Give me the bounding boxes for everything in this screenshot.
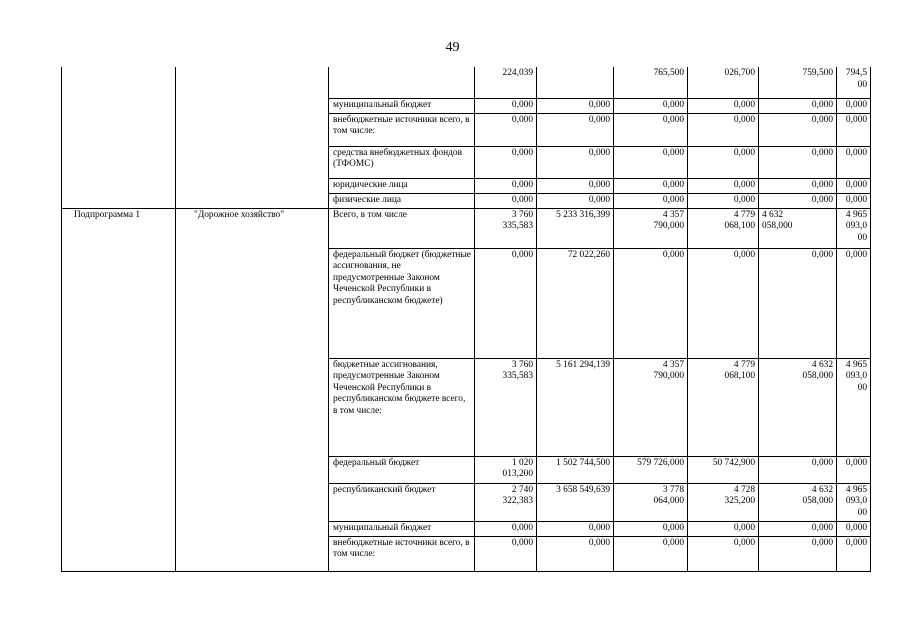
- value-cell: 0,000: [475, 146, 537, 178]
- value-cell: 0,000: [688, 521, 759, 536]
- value-cell: 794,5 00: [837, 67, 871, 98]
- value-cell: 0,000: [537, 113, 614, 146]
- value-cell: 0,000: [759, 521, 837, 536]
- value-cell: 0,000: [614, 178, 688, 193]
- status-cell: [62, 67, 176, 208]
- value-cell: 0,000: [759, 536, 837, 571]
- value-cell: 4 779 068,100: [688, 208, 759, 248]
- value-cell: 3 778 064,000: [614, 483, 688, 521]
- value-cell: 0,000: [688, 536, 759, 571]
- value-cell: 0,000: [759, 146, 837, 178]
- value-cell: 0,000: [837, 178, 871, 193]
- value-cell: 1 020 013,200: [475, 456, 537, 483]
- value-cell: 0,000: [614, 113, 688, 146]
- value-cell: 3 658 549,639: [537, 483, 614, 521]
- value-cell: 0,000: [759, 248, 837, 358]
- value-cell: 0,000: [688, 248, 759, 358]
- value-cell: 0,000: [759, 193, 837, 208]
- value-cell: 224,039: [475, 67, 537, 98]
- value-cell: 0,000: [759, 113, 837, 146]
- value-cell: 0,000: [475, 521, 537, 536]
- source-cell: федеральный бюджет: [329, 456, 475, 483]
- value-cell: 0,000: [614, 146, 688, 178]
- value-cell: 4 357 790,000: [614, 208, 688, 248]
- subprogram-name-cell: "Дорожное хозяйство": [176, 208, 329, 571]
- value-cell: 0,000: [688, 146, 759, 178]
- value-cell: 0,000: [837, 98, 871, 113]
- source-cell: средства внебюджетных фондов (ТФОМС): [329, 146, 475, 178]
- source-cell: муниципальный бюджет: [329, 521, 475, 536]
- value-cell: 0,000: [475, 113, 537, 146]
- name-cell: [176, 67, 329, 208]
- value-cell: 4 632 058,000: [759, 358, 837, 456]
- source-cell: внебюджетные источники всего, в том числе:: [329, 536, 475, 571]
- source-cell: Всего, в том числе: [329, 208, 475, 248]
- source-cell: физические лица: [329, 193, 475, 208]
- value-cell: 0,000: [475, 248, 537, 358]
- value-cell: [537, 67, 614, 98]
- value-cell: 0,000: [537, 193, 614, 208]
- value-cell: 0,000: [837, 456, 871, 483]
- value-cell: 0,000: [837, 193, 871, 208]
- value-cell: 0,000: [537, 98, 614, 113]
- value-cell: 0,000: [475, 536, 537, 571]
- value-cell: 2 740 322,383: [475, 483, 537, 521]
- value-cell: 0,000: [837, 248, 871, 358]
- value-cell: 4 728 325,200: [688, 483, 759, 521]
- value-cell: 579 726,000: [614, 456, 688, 483]
- value-cell: 4 632 058,000: [759, 483, 837, 521]
- value-cell: 4 632 058,000: [759, 208, 837, 248]
- value-cell: 0,000: [614, 193, 688, 208]
- value-cell: 765,500: [614, 67, 688, 98]
- value-cell: 0,000: [537, 521, 614, 536]
- value-cell: 0,000: [614, 98, 688, 113]
- value-cell: 0,000: [475, 193, 537, 208]
- source-cell: муниципальный бюджет: [329, 98, 475, 113]
- value-cell: 026,700: [688, 67, 759, 98]
- value-cell: 4 357 790,000: [614, 358, 688, 456]
- value-cell: 4 965 093,0 00: [837, 483, 871, 521]
- source-cell: федеральный бюджет (бюджетные ассигнования, не предусмотренные Законом Чеченской Республики в республиканском бюджете): [329, 248, 475, 358]
- table-row: [62, 208, 871, 248]
- value-cell: 0,000: [688, 193, 759, 208]
- value-cell: 4 965 093,0 00: [837, 358, 871, 456]
- value-cell: 0,000: [537, 536, 614, 571]
- page-number: 49: [445, 40, 460, 55]
- source-cell: республиканский бюджет: [329, 483, 475, 521]
- value-cell: 0,000: [537, 146, 614, 178]
- source-cell: внебюджетные источники всего, в том числе:: [329, 113, 475, 146]
- source-cell: [329, 67, 475, 98]
- value-cell: 50 742,900: [688, 456, 759, 483]
- source-cell: юридические лица: [329, 178, 475, 193]
- value-cell: 0,000: [759, 456, 837, 483]
- value-cell: 3 760 335,583: [475, 358, 537, 456]
- source-cell: бюджетные ассигнования, предусмотренные Законом Чеченской Республики в республиканском бюджете всего, в том числе:: [329, 358, 475, 456]
- value-cell: 0,000: [688, 98, 759, 113]
- value-cell: 4 779 068,100: [688, 358, 759, 456]
- value-cell: 0,000: [688, 113, 759, 146]
- value-cell: 4 965 093,0 00: [837, 208, 871, 248]
- value-cell: 0,000: [688, 178, 759, 193]
- value-cell: 1 502 744,500: [537, 456, 614, 483]
- value-cell: 3 760 335,583: [475, 208, 537, 248]
- value-cell: 72 022,260: [537, 248, 614, 358]
- value-cell: 0,000: [759, 178, 837, 193]
- value-cell: 759,500: [759, 67, 837, 98]
- value-cell: 0,000: [837, 146, 871, 178]
- value-cell: 0,000: [537, 178, 614, 193]
- value-cell: 0,000: [475, 98, 537, 113]
- table-body: [62, 67, 871, 571]
- value-cell: 0,000: [837, 536, 871, 571]
- budget-table: [61, 67, 871, 572]
- value-cell: 0,000: [837, 113, 871, 146]
- table-row: [62, 67, 871, 98]
- value-cell: 0,000: [614, 521, 688, 536]
- subprogram-status-cell: Подпрограмма 1: [62, 208, 176, 571]
- value-cell: 0,000: [475, 178, 537, 193]
- value-cell: 0,000: [614, 248, 688, 358]
- value-cell: 0,000: [837, 521, 871, 536]
- value-cell: 5 233 316,399: [537, 208, 614, 248]
- value-cell: 0,000: [614, 536, 688, 571]
- value-cell: 0,000: [759, 98, 837, 113]
- value-cell: 5 161 294,139: [537, 358, 614, 456]
